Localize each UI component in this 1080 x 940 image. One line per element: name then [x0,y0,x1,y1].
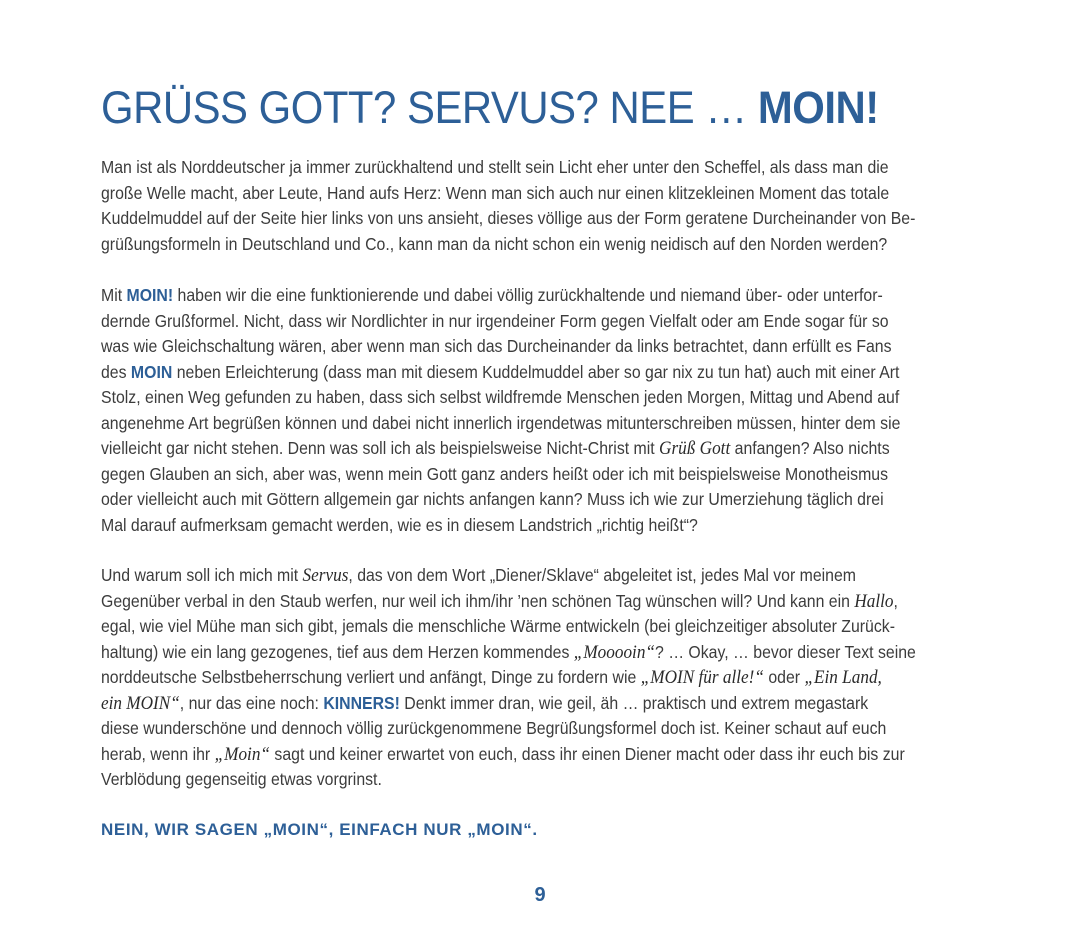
text-line [101,360,900,386]
text-line [101,513,897,539]
italic-quote: ein MOIN“ [101,692,180,714]
text-segment: ? … Okay, … bevor dieser Text seine [654,641,916,662]
text-segment: grüßungsformeln in Deutschland und Co., kann man da nicht schon ein wenig neidisch auf den Norden werden? [101,233,888,254]
text-line [101,232,897,258]
text-segment: Man ist als Norddeutscher ja immer zurückhaltend und stellt sein Licht eher unter den Scheffel, als dass man die [101,157,889,177]
closing-statement: NEIN, WIR SAGEN „MOIN“, EINFACH NUR „MOIN“. [101,820,538,839]
text-segment: was wie Gleichschaltung wären, aber wenn man sich das Durcheinander da links betrachtet, dann erfüllt es Fans [101,336,892,356]
text-line [101,334,897,360]
italic-quote: „Mooooin“ [573,641,655,663]
text-segment: , das von dem Wort „Diener/Sklave“ abgeleitet ist, jedes Mal vor meinem [348,565,856,585]
text-segment: neben Erleichterung (dass man mit diesem Kuddelmuddel aber so gar nix zu tun hat) auch mit einer Art [172,361,900,382]
italic-quote: „MOIN für alle!“ [640,667,764,688]
text-segment: diese wunderschöne und dennoch völlig zurückgenommene Begrüßungsformel doch ist. Keiner schaut auf euch [101,718,887,738]
text-segment: herab, wenn ihr [101,743,215,764]
italic-quote: Hallo [854,590,894,612]
text-line [101,640,916,666]
page-title [101,82,879,134]
paragraph-2 [101,283,981,538]
text-segment: des [101,361,131,382]
text-segment: Gegenüber verbal in den Staub werfen, nur weil ich ihm/ihr ’nen schönen Tag wünschen will? Und kann ein [101,590,855,611]
text-segment: Mit [101,285,127,305]
text-line [101,716,897,742]
text-segment: Verblödung gegenseitig etwas vorgrinst. [101,769,382,789]
text-segment: haltung) wie ein lang gezogenes, tief aus dem Herzen kommendes [101,641,574,662]
text-line [101,155,897,181]
title-regular: GRÜSS GOTT? SERVUS? NEE … [101,82,758,133]
text-segment: dernde Grußformel. Nicht, dass wir Nordlichter in nur irgendeiner Form gegen Vielfalt oder am Ende sogar für so [101,310,889,331]
text-segment: egal, wie viel Mühe man sich gibt, jemals die menschliche Wärme entwickeln (bei gleichzeitiger absoluter Zurück- [101,616,895,636]
text-segment: anfangen? Also nichts [730,438,890,458]
text-segment: sagt und keiner erwartet von euch, dass ihr einen Diener macht oder dass ihr euch bis zur [270,743,905,764]
text-line [101,665,897,691]
text-line [101,462,897,488]
text-segment: , [893,590,898,611]
highlight-moin: KINNERS! [323,692,400,713]
highlight-moin: MOIN! [126,285,174,305]
text-line [101,206,916,232]
title-bold-moin: MOIN! [757,82,879,133]
text-segment: haben wir die eine funktionierende und dabei völlig zurückhaltende und niemand über- oder unterfor- [173,285,883,305]
text-segment: Und warum soll ich mich mit [101,565,303,585]
text-line [101,181,897,207]
highlight-moin: MOIN [130,361,173,382]
text-line [101,385,900,411]
text-line [101,487,897,513]
text-line [101,742,905,768]
text-line [101,411,901,437]
text-segment: oder [763,667,805,687]
text-line [101,589,897,615]
text-line [101,563,897,589]
text-segment: Stolz, einen Weg gefunden zu haben, dass sich selbst wildfremde Menschen jeden Morgen, Mittag und Abend auf [101,387,900,407]
text-line [101,691,897,717]
text-segment: vielleicht gar nicht stehen. Denn was soll ich als beispielsweise Nicht-Christ mit [101,438,660,458]
text-segment: oder vielleicht auch mit Göttern allgemein gar nichts anfangen kann? Muss ich wie zur Umerziehung täglich drei [101,489,884,509]
text-line [101,283,897,309]
italic-quote: „Ein Land, [804,667,882,688]
text-segment: angenehme Art begrüßen können und dabei nicht innerlich irgendetwas mitunterschreiben müssen, hinter dem sie [101,412,901,433]
text-line [101,436,897,462]
text-segment: Kuddelmuddel auf der Seite hier links von uns ansieht, dieses völlige aus der Form geratene Durcheinander von Be- [101,208,916,228]
text-segment: , nur das eine noch: [179,692,324,713]
paragraph-3 [101,563,981,793]
text-segment: große Welle macht, aber Leute, Hand aufs Herz: Wenn man sich auch nur einen klitzekleinen Moment das totale [101,182,890,203]
text-segment: Denkt immer dran, wie geil, äh … praktisch und extrem megastark [399,692,869,713]
page-number: 9 [534,884,546,906]
paragraph-1 [101,155,981,257]
text-line [101,767,897,793]
text-segment: gegen Glauben an sich, aber was, wenn mein Gott ganz anders heißt oder ich mit beispielsweise Monotheismus [101,463,889,484]
italic-quote: Servus [302,565,349,586]
italic-quote: „Moin“ [214,743,271,765]
text-line [101,309,897,335]
text-segment: Mal darauf aufmerksam gemacht werden, wie es in diesem Landstrich „richtig heißt“? [101,514,698,535]
text-line [101,614,897,640]
italic-quote: Grüß Gott [659,438,731,459]
text-segment: norddeutsche Selbstbeherrschung verliert und anfängt, Dinge zu fordern wie [101,667,641,687]
